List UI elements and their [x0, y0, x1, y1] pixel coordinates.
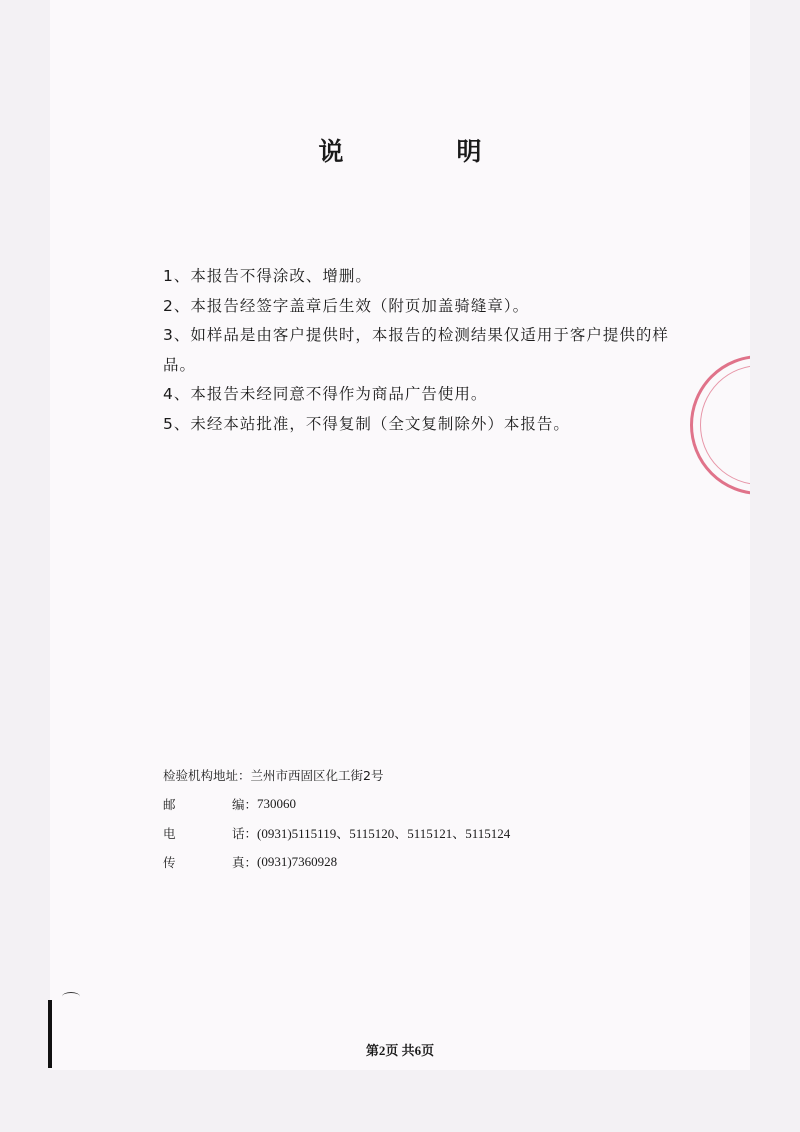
note-item: 5、未经本站批准，不得复制（全文复制除外）本报告。: [163, 414, 570, 433]
note-item: 3、如样品是由客户提供时，本报告的检测结果仅适用于客户提供的样品。: [163, 326, 669, 374]
page-title: 说 明: [318, 137, 526, 166]
address-value: 兰州市西固区化工街2号: [250, 767, 384, 783]
address-row: [163, 760, 510, 789]
postal-label: 邮 编：: [163, 796, 257, 812]
page-curl-mark: [62, 992, 80, 1001]
note-item: 2、本报告经签字盖章后生效（附页加盖骑缝章）。: [163, 296, 530, 315]
fax-value: (0931)7360928: [257, 853, 338, 869]
fax-label: 传 真：: [163, 854, 257, 870]
phone-label: 电 话：: [163, 825, 257, 841]
address-label: 检验机构地址：: [163, 767, 251, 783]
page-number: 第2页 共6页: [365, 1043, 435, 1058]
postal-row: [163, 789, 510, 818]
note-item: 1、本报告不得涂改、增删。: [163, 267, 372, 285]
phone-row: [163, 818, 510, 847]
contact-info: [163, 760, 510, 876]
fax-row: [163, 847, 510, 876]
phone-value: (0931)5115119、5115120、5115121、5115124: [257, 826, 511, 841]
notes-list: [163, 262, 723, 439]
postal-value: 730060: [257, 795, 296, 811]
note-item: 4、本报告未经同意不得作为商品广告使用。: [163, 385, 488, 403]
